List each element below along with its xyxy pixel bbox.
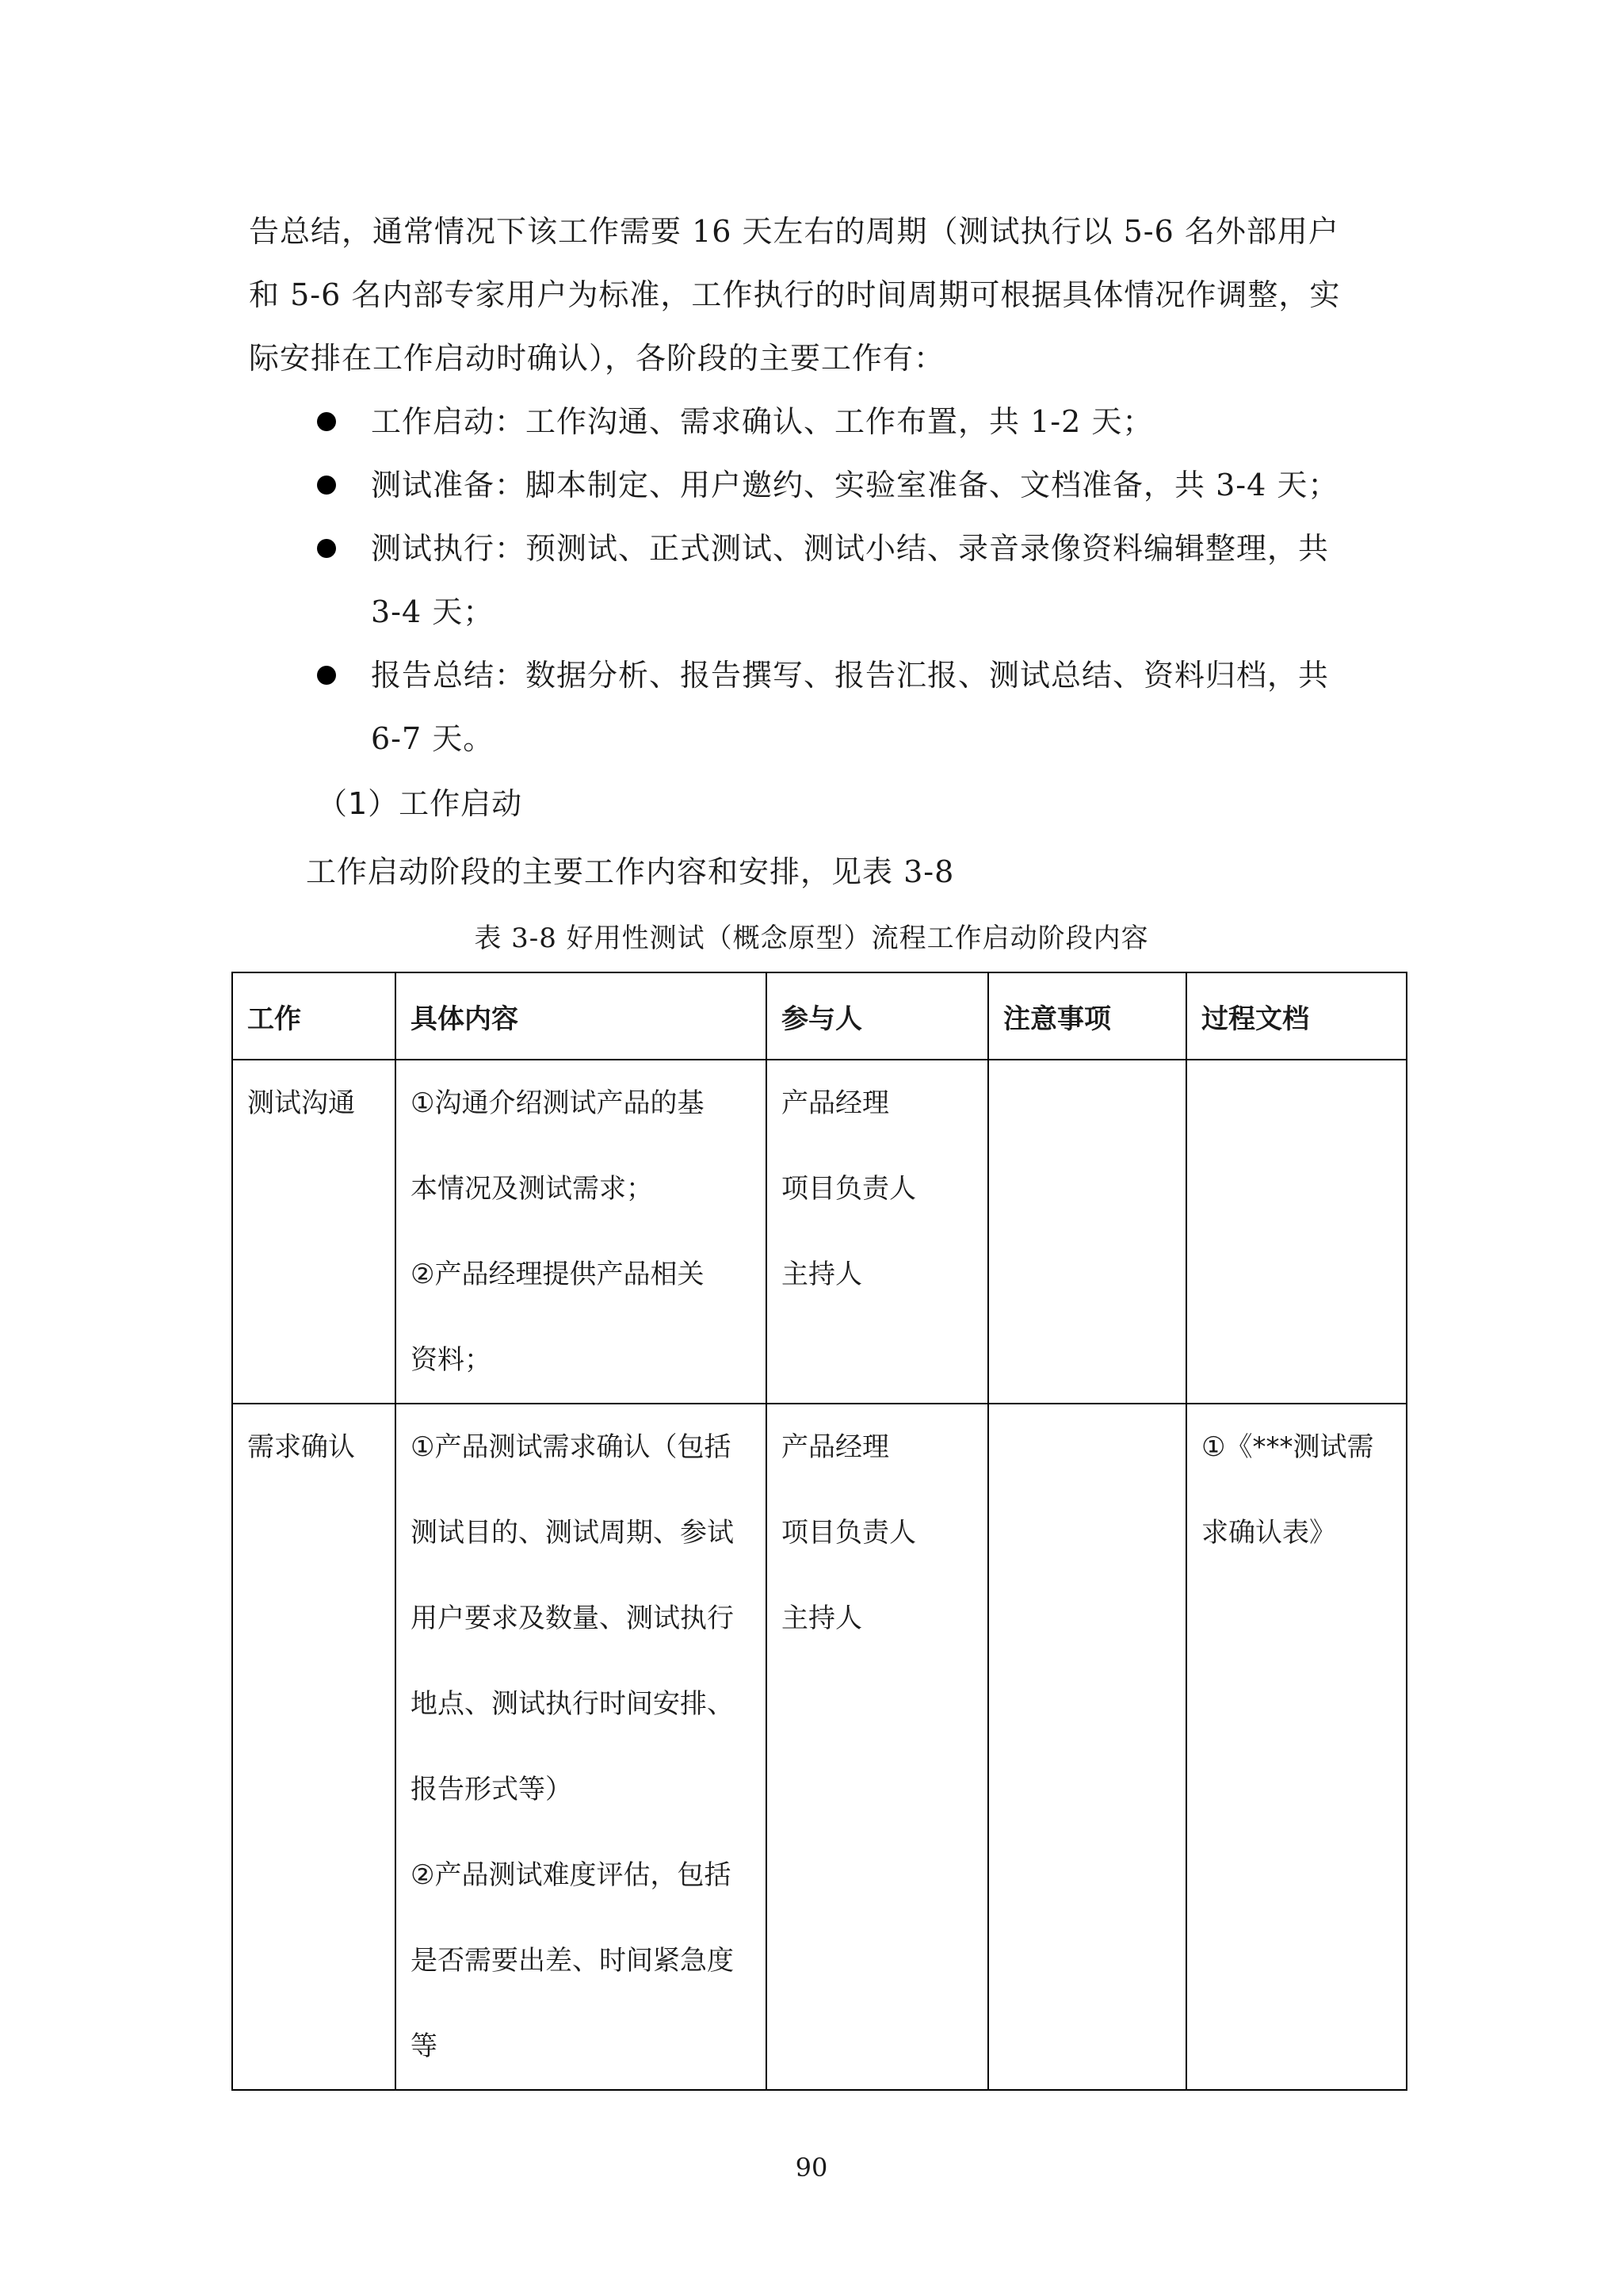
cell-work: 测试沟通	[232, 1060, 395, 1404]
cell-participants: 产品经理 项目负责人 主持人	[766, 1060, 988, 1404]
table-row	[232, 1060, 1407, 1404]
table-header-row	[232, 972, 1407, 1060]
bullet-dot-icon	[317, 476, 336, 495]
paragraph-line: 告总结，通常情况下该工作需要 16 天左右的周期（测试执行以 5-6 名外部用户	[249, 214, 1339, 249]
header-work: 工作	[232, 972, 395, 1060]
table-caption: 表 3-8 好用性测试（概念原型）流程工作启动阶段内容	[474, 923, 1149, 954]
bullet-item-start: 工作启动：工作沟通、需求确认、工作布置，共 1-2 天；	[249, 390, 1390, 453]
cell-notes	[988, 1060, 1186, 1404]
header-documents: 过程文档	[1186, 972, 1407, 1060]
bullet-dot-icon	[317, 666, 336, 685]
cell-work: 需求确认	[232, 1404, 395, 2090]
table-row	[232, 1404, 1407, 2090]
table-intro: 工作启动阶段的主要工作内容和安排，见表 3-8	[306, 854, 955, 889]
bullet-item-execute: 测试执行：预测试、正式测试、测试小结、录音录像资料编辑整理，共 3-4 天；	[249, 517, 1390, 644]
header-participants: 参与人	[766, 972, 988, 1060]
work-start-table	[231, 972, 1407, 2091]
bullet-item-report: 报告总结：数据分析、报告撰写、报告汇报、测试总结、资料归档，共 6-7 天。	[249, 644, 1390, 770]
paragraph-line: 际安排在工作启动时确认），各阶段的主要工作有：	[249, 341, 945, 376]
body-paragraph	[249, 200, 1390, 390]
cell-participants: 产品经理 项目负责人 主持人	[766, 1404, 988, 2090]
section-heading: （1）工作启动	[317, 786, 523, 821]
cell-content: ①产品测试需求确认（包括 测试目的、测试周期、参试 用户要求及数量、测试执行 地点、测试执行时间安排、 报告形式等） ②产品测试难度评估，包括 是否需要出差、时间紧急度 等	[395, 1404, 766, 2090]
phase-bullet-list	[249, 390, 1390, 770]
header-content: 具体内容	[395, 972, 766, 1060]
cell-documents	[1186, 1060, 1407, 1404]
cell-notes	[988, 1404, 1186, 2090]
cell-content: ①沟通介绍测试产品的基 本情况及测试需求； ②产品经理提供产品相关 资料；	[395, 1060, 766, 1404]
bullet-dot-icon	[317, 539, 336, 558]
paragraph-line: 和 5-6 名内部专家用户为标准，工作执行的时间周期可根据具体情况作调整，实	[249, 277, 1341, 312]
cell-documents: ①《***测试需 求确认表》	[1186, 1404, 1407, 2090]
bullet-dot-icon	[317, 412, 336, 431]
bullet-item-prepare: 测试准备：脚本制定、用户邀约、实验室准备、文档准备，共 3-4 天；	[249, 453, 1390, 517]
page-number: 90	[795, 2153, 828, 2183]
header-notes: 注意事项	[988, 972, 1186, 1060]
